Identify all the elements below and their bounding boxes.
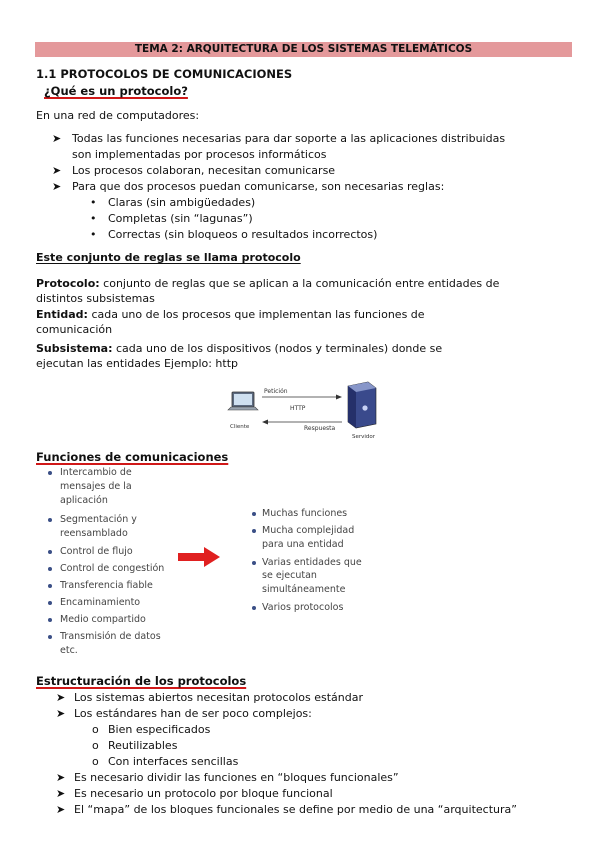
arrow-bullet-icon: ➤ xyxy=(56,803,66,816)
bullet-text: Es necesario un protocolo por bloque funcional xyxy=(74,787,333,800)
peticion-label: Petición xyxy=(264,388,288,395)
funciones-left-list xyxy=(48,466,188,661)
bullet-dot-icon xyxy=(48,567,52,571)
def-text: cada uno de los procesos que implementan las funciones de xyxy=(91,308,425,321)
bullet-dot-icon xyxy=(252,561,256,565)
funciones-heading: Funciones de comunicaciones xyxy=(36,450,229,464)
bullet-dot-icon xyxy=(48,601,52,605)
bullet-dot-icon xyxy=(48,584,52,588)
def-text: ejecutan las entidades Ejemplo: http xyxy=(36,357,239,370)
rules-heading: Este conjunto de reglas se llama protocolo xyxy=(36,251,301,264)
bullet-dot-icon xyxy=(252,512,256,516)
server-icon xyxy=(348,382,376,428)
bullet-text: Es necesario dividir las funciones en “bloques funcionales” xyxy=(74,771,399,784)
list-item: Mucha complejidad xyxy=(262,525,355,536)
respuesta-label: Respuesta xyxy=(304,425,336,432)
arrow-bullet-icon: ➤ xyxy=(56,707,66,720)
rule-item: Claras (sin ambigüedades) xyxy=(108,196,256,209)
arrow-bullet-icon: ➤ xyxy=(56,787,66,800)
http-label: HTTP xyxy=(290,405,306,412)
definition-protocolo xyxy=(36,276,499,291)
circle-bullet-icon: o xyxy=(92,739,99,752)
funciones-right-list xyxy=(252,507,392,617)
rule-item: Correctas (sin bloqueos o resultados incorrectos) xyxy=(108,228,378,241)
bullet-text: Los estándares han de ser poco complejos: xyxy=(74,707,312,720)
arrow-bullet-icon: ➤ xyxy=(52,132,62,145)
def-text: cada uno de los dispositivos (nodos y terminales) donde se xyxy=(116,342,443,355)
bullet-dot-icon xyxy=(252,529,256,533)
list-item: aplicación xyxy=(60,495,108,506)
sub-item: Con interfaces sencillas xyxy=(108,755,239,768)
servidor-label: Servidor xyxy=(352,434,376,440)
bullet-text: son implementadas por procesos informáticos xyxy=(72,148,327,161)
def-text: comunicación xyxy=(36,323,113,336)
list-item: Medio compartido xyxy=(60,614,146,625)
circle-bullet-icon: o xyxy=(92,755,99,768)
arrow-bullet-icon: ➤ xyxy=(56,771,66,784)
client-server-diagram xyxy=(224,380,384,440)
bullet-text: Los sistemas abiertos necesitan protocolos estándar xyxy=(74,691,363,704)
bullet-text: Para que dos procesos puedan comunicarse, son necesarias reglas: xyxy=(72,180,445,193)
laptop-icon xyxy=(228,392,258,410)
list-item: mensajes de la xyxy=(60,481,132,492)
bullet-dot-icon xyxy=(48,471,52,475)
list-item: Varias entidades que xyxy=(262,557,362,568)
definition-entidad xyxy=(36,307,425,322)
bullet-text: Todas las funciones necesarias para dar soporte a las aplicaciones distribuidas xyxy=(72,132,506,145)
def-text: distintos subsistemas xyxy=(36,292,155,305)
list-item: Control de congestión xyxy=(60,563,165,574)
bullet-dot-icon xyxy=(48,635,52,639)
circle-bullet-icon: o xyxy=(92,723,99,736)
bullet-dot-icon xyxy=(48,518,52,522)
right-arrow-icon xyxy=(178,546,220,572)
list-item: Intercambio de xyxy=(60,467,132,478)
arrow-bullet-icon: ➤ xyxy=(52,164,62,177)
list-item: etc. xyxy=(60,645,78,656)
list-item: Transferencia fiable xyxy=(60,580,153,591)
list-item: reensamblado xyxy=(60,528,128,539)
document-title: TEMA 2: ARQUITECTURA DE LOS SISTEMAS TELEMÁTICOS xyxy=(134,43,473,55)
bullet-text: Los procesos colaboran, necesitan comunicarse xyxy=(72,164,336,177)
section-heading: 1.1 PROTOCOLOS DE COMUNICACIONES xyxy=(36,67,293,81)
definition-subsistema xyxy=(36,341,442,356)
arrow-bullet-icon: ➤ xyxy=(52,180,62,193)
bullet-dot-icon xyxy=(252,606,256,610)
title-bar xyxy=(35,42,572,57)
term-entidad: Entidad: xyxy=(36,308,88,321)
term-protocolo: Protocolo: xyxy=(36,277,100,290)
intro-text: En una red de computadores: xyxy=(36,109,200,122)
arrow-bullet-icon: ➤ xyxy=(56,691,66,704)
term-subsistema: Subsistema: xyxy=(36,342,113,355)
dot-bullet-icon: • xyxy=(90,228,97,241)
list-item: se ejecutan xyxy=(262,570,317,581)
dot-bullet-icon: • xyxy=(90,196,97,209)
bullet-dot-icon xyxy=(48,618,52,622)
list-item: Transmisión de datos xyxy=(60,631,161,642)
rule-item: Completas (sin “lagunas”) xyxy=(108,212,253,225)
list-item: simultáneamente xyxy=(262,584,346,595)
dot-bullet-icon: • xyxy=(90,212,97,225)
question-heading: ¿Qué es un protocolo? xyxy=(44,84,188,98)
bullet-dot-icon xyxy=(48,550,52,554)
bullet-text: El “mapa” de los bloques funcionales se define por medio de una “arquitectura” xyxy=(74,803,517,816)
def-text: conjunto de reglas que se aplican a la comunicación entre entidades de xyxy=(103,277,500,290)
list-item: Varios protocolos xyxy=(262,602,344,613)
list-item: Muchas funciones xyxy=(262,508,348,519)
sub-item: Reutilizables xyxy=(108,739,178,752)
diagram-svg xyxy=(224,380,384,440)
list-item: para una entidad xyxy=(262,539,344,550)
sub-item: Bien especificados xyxy=(108,723,211,736)
list-item: Encaminamiento xyxy=(60,597,141,608)
list-item: Segmentación y xyxy=(60,514,137,525)
cliente-label: Cliente xyxy=(230,424,250,430)
estructuracion-heading: Estructuración de los protocolos xyxy=(36,674,247,688)
list-item: Control de flujo xyxy=(60,546,133,557)
